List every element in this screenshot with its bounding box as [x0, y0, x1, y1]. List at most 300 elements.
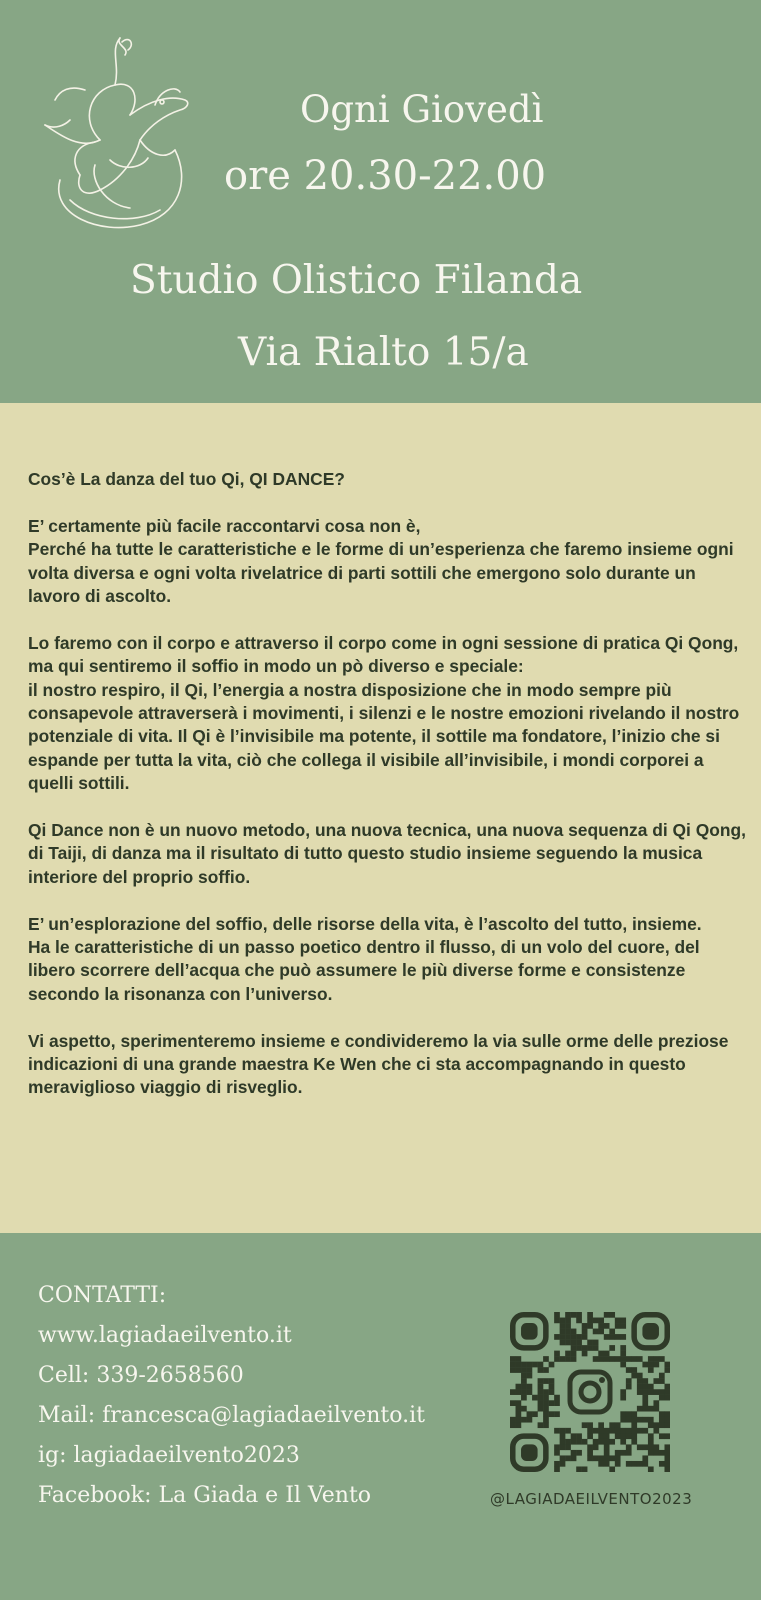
qr-module: [565, 1439, 571, 1445]
qr-module: [653, 1378, 659, 1384]
qr-module: [549, 1384, 555, 1390]
instagram-account[interactable]: ig: lagiadaeilvento2023: [38, 1443, 300, 1468]
qr-module: [664, 1461, 670, 1467]
qr-module: [582, 1329, 588, 1335]
qr-module: [565, 1428, 571, 1434]
qr-module: [576, 1433, 582, 1439]
description-paragraph: Vi aspetto, sperimenteremo insieme e condivideremo la via sulle orme delle preziose indicazioni di una grande maestra Ke Wen che ci sta accompagnando in questo meraviglioso viaggio di risveglio.: [28, 1030, 729, 1098]
qr-module: [510, 1400, 516, 1406]
qr-module: [620, 1439, 626, 1445]
qr-module: [571, 1455, 577, 1461]
qr-module: [587, 1422, 593, 1428]
qr-module: [571, 1450, 577, 1456]
qr-module: [576, 1340, 582, 1346]
qr-module: [626, 1461, 632, 1467]
qr-module: [642, 1417, 648, 1423]
qr-module: [527, 1362, 533, 1368]
qr-module: [538, 1422, 544, 1428]
qr-module: [554, 1351, 560, 1357]
qr-module: [598, 1318, 604, 1324]
qr-module: [659, 1461, 665, 1467]
qr-module: [560, 1323, 566, 1329]
qr-module: [516, 1362, 522, 1368]
qr-module: [554, 1411, 560, 1417]
qr-module: [587, 1433, 593, 1439]
qr-module: [615, 1461, 621, 1467]
qr-module: [565, 1334, 571, 1340]
qr-module: [598, 1323, 604, 1329]
qr-module: [571, 1356, 577, 1362]
qr-module: [664, 1389, 670, 1395]
qr-module: [626, 1450, 632, 1456]
qr-module: [521, 1395, 527, 1401]
qr-module: [516, 1406, 522, 1412]
qr-module: [554, 1318, 560, 1324]
qr-module: [604, 1455, 610, 1461]
qr-module: [516, 1422, 522, 1428]
qr-module: [560, 1340, 566, 1346]
qr-module: [637, 1406, 643, 1412]
qr-module: [554, 1444, 560, 1450]
qr-module: [510, 1422, 516, 1428]
qr-module: [516, 1367, 522, 1373]
qr-module: [604, 1439, 610, 1445]
qr-module: [648, 1384, 654, 1390]
qr-module: [527, 1373, 533, 1379]
qr-module: [560, 1318, 566, 1324]
qr-module: [604, 1428, 610, 1434]
qr-module: [582, 1345, 588, 1351]
qr-finder-pattern: [634, 1315, 667, 1348]
qr-module: [664, 1384, 670, 1390]
qr-module: [560, 1461, 566, 1467]
qr-module: [593, 1340, 599, 1346]
qr-module: [565, 1455, 571, 1461]
qr-module: [609, 1312, 615, 1318]
qr-module: [637, 1384, 643, 1390]
qr-module: [626, 1384, 632, 1390]
qr-module: [554, 1450, 560, 1456]
qr-module: [609, 1334, 615, 1340]
qr-module: [582, 1466, 588, 1472]
qr-module: [648, 1362, 654, 1368]
qr-module: [626, 1367, 632, 1373]
qr-module: [560, 1444, 566, 1450]
qr-module: [549, 1400, 555, 1406]
qr-module: [560, 1334, 566, 1340]
qr-module: [593, 1428, 599, 1434]
qr-module: [598, 1428, 604, 1434]
qr-module: [615, 1323, 621, 1329]
qr-module: [538, 1367, 544, 1373]
qr-module: [620, 1411, 626, 1417]
qr-module: [637, 1428, 643, 1434]
qr-module: [664, 1433, 670, 1439]
qr-module: [631, 1373, 637, 1379]
qr-module: [538, 1378, 544, 1384]
qr-module: [543, 1389, 549, 1395]
qr-module: [620, 1450, 626, 1456]
qr-module: [527, 1367, 533, 1373]
qr-module: [510, 1362, 516, 1368]
qr-module: [582, 1323, 588, 1329]
qr-module: [543, 1400, 549, 1406]
qr-module: [521, 1362, 527, 1368]
qr-module: [560, 1455, 566, 1461]
qr-module: [576, 1439, 582, 1445]
qr-module: [659, 1417, 665, 1423]
qr-module: [648, 1439, 654, 1445]
qr-module: [620, 1395, 626, 1401]
qr-module: [626, 1444, 632, 1450]
qr-module: [609, 1422, 615, 1428]
qr-module: [637, 1356, 643, 1362]
qr-module: [604, 1351, 610, 1357]
qr-module: [664, 1444, 670, 1450]
qr-module: [609, 1356, 615, 1362]
qr-module: [576, 1466, 582, 1472]
qr-module: [604, 1450, 610, 1456]
description-paragraph: E’ un’esplorazione del soffio, delle risorse della vita, è l’ascolto del tutto, insieme. Ha le caratteristiche di un passo poetico dentro il flusso, di un volo del cuore, del libero scorrere dell’acqua che può assumere le più diverse forme e consistenze secondo la risonanza con l’universo.: [28, 913, 702, 1004]
qr-module: [631, 1433, 637, 1439]
qr-module: [664, 1417, 670, 1423]
qr-module: [604, 1334, 610, 1340]
qr-module: [653, 1356, 659, 1362]
qr-module: [626, 1356, 632, 1362]
qr-module: [598, 1433, 604, 1439]
qr-module: [642, 1428, 648, 1434]
qr-module: [554, 1356, 560, 1362]
qr-module: [587, 1318, 593, 1324]
schedule-time: ore 20.30-22.00: [224, 153, 547, 199]
qr-module: [626, 1417, 632, 1423]
qr-module: [516, 1400, 522, 1406]
qr-module: [543, 1356, 549, 1362]
qr-module: [659, 1389, 665, 1395]
qr-module: [642, 1444, 648, 1450]
qr-module: [516, 1356, 522, 1362]
qr-module: [642, 1384, 648, 1390]
qr-module: [527, 1411, 533, 1417]
qr-module: [620, 1345, 626, 1351]
qr-module: [571, 1329, 577, 1335]
instagram-handle: @LAGIADAEILVENTO2023: [490, 1490, 693, 1508]
qr-module: [664, 1367, 670, 1373]
qr-module: [543, 1422, 549, 1428]
venue-name: Studio Olistico Filanda: [130, 258, 583, 303]
qr-module: [626, 1378, 632, 1384]
qr-module: [637, 1373, 643, 1379]
qr-module: [615, 1318, 621, 1324]
qr-module: [549, 1362, 555, 1368]
qr-module: [659, 1433, 665, 1439]
qr-module: [571, 1351, 577, 1357]
qr-module: [527, 1417, 533, 1423]
instagram-icon: [570, 1372, 610, 1412]
qr-module: [615, 1428, 621, 1434]
qr-module: [637, 1378, 643, 1384]
qr-module: [615, 1356, 621, 1362]
qr-module: [532, 1411, 538, 1417]
qr-module: [549, 1411, 555, 1417]
qr-module: [554, 1334, 560, 1340]
qr-module: [664, 1466, 670, 1472]
qr-module: [631, 1461, 637, 1467]
qr-module: [620, 1362, 626, 1368]
qr-module: [593, 1356, 599, 1362]
qr-module: [587, 1323, 593, 1329]
qr-module: [543, 1395, 549, 1401]
qr-module: [538, 1406, 544, 1412]
qr-module: [626, 1411, 632, 1417]
qr-module: [653, 1444, 659, 1450]
qr-module: [598, 1422, 604, 1428]
qr-module: [659, 1356, 665, 1362]
qr-module: [620, 1318, 626, 1324]
qr-module: [582, 1439, 588, 1445]
qr-module: [620, 1334, 626, 1340]
qr-module: [538, 1395, 544, 1401]
qr-module: [554, 1466, 560, 1472]
qr-module: [598, 1455, 604, 1461]
qr-module: [648, 1367, 654, 1373]
description-question: Cos’è La danza del tuo Qi, QI DANCE?: [28, 469, 345, 489]
qr-module: [560, 1439, 566, 1445]
qr-module: [604, 1323, 610, 1329]
qr-module: [571, 1334, 577, 1340]
qr-module: [598, 1439, 604, 1445]
qr-module: [549, 1389, 555, 1395]
qr-module: [571, 1433, 577, 1439]
qr-module: [659, 1422, 665, 1428]
qr-module: [648, 1433, 654, 1439]
qr-module: [604, 1312, 610, 1318]
qr-module: [543, 1417, 549, 1423]
qr-module: [598, 1461, 604, 1467]
qr-module: [653, 1450, 659, 1456]
qr-module: [565, 1444, 571, 1450]
qr-module: [626, 1428, 632, 1434]
qr-module: [593, 1439, 599, 1445]
qr-module: [609, 1439, 615, 1445]
qr-module: [615, 1422, 621, 1428]
qr-module: [554, 1461, 560, 1467]
qr-module: [538, 1362, 544, 1368]
qr-module: [642, 1378, 648, 1384]
qr-module: [609, 1466, 615, 1472]
qr-module: [521, 1378, 527, 1384]
qr-module: [620, 1356, 626, 1362]
qr-finder-pattern: [513, 1436, 546, 1469]
qr-module: [549, 1378, 555, 1384]
qr-module: [587, 1455, 593, 1461]
qr-module: [659, 1373, 665, 1379]
qr-module: [543, 1378, 549, 1384]
qr-module: [653, 1400, 659, 1406]
qr-module: [521, 1389, 527, 1395]
qr-module: [510, 1356, 516, 1362]
qr-module: [571, 1345, 577, 1351]
qr-module: [653, 1422, 659, 1428]
qr-module: [653, 1406, 659, 1412]
qr-module: [565, 1356, 571, 1362]
qr-module: [604, 1444, 610, 1450]
qr-module: [620, 1417, 626, 1423]
qr-module: [587, 1312, 593, 1318]
description-paragraph: E’ certamente più facile raccontarvi cosa non è, Perché ha tutte le caratteristiche e le forme di un’esperienza che faremo insieme ogni volta diversa e ogni volta rivelatrice di parti sottili che emergono solo durante un lavoro di ascolto.: [28, 515, 734, 607]
qr-module: [593, 1455, 599, 1461]
qr-module: [516, 1411, 522, 1417]
qr-module: [659, 1450, 665, 1456]
description-text: [28, 468, 748, 1123]
qr-module: [642, 1400, 648, 1406]
qr-module: [642, 1389, 648, 1395]
qr-module: [620, 1323, 626, 1329]
qr-module: [576, 1334, 582, 1340]
qr-module: [642, 1455, 648, 1461]
header-section: [0, 0, 761, 403]
qr-module: [604, 1356, 610, 1362]
qr-module: [664, 1450, 670, 1456]
qr-module: [626, 1433, 632, 1439]
qr-module: [576, 1345, 582, 1351]
qr-module: [642, 1461, 648, 1467]
qr-module: [576, 1450, 582, 1456]
qr-module: [637, 1444, 643, 1450]
qr-module: [521, 1367, 527, 1373]
qr-module: [631, 1367, 637, 1373]
qr-module: [516, 1417, 522, 1423]
schedule-day: Ogni Giovedì: [300, 88, 544, 131]
qr-module: [593, 1318, 599, 1324]
qr-module: [631, 1422, 637, 1428]
qr-module: [648, 1466, 654, 1472]
qr-module: [538, 1400, 544, 1406]
qr-module: [521, 1417, 527, 1423]
qr-module: [510, 1389, 516, 1395]
qr-module: [648, 1422, 654, 1428]
qr-module: [576, 1312, 582, 1318]
qr-module: [560, 1356, 566, 1362]
website-link[interactable]: www.lagiadaeilvento.it: [38, 1323, 292, 1348]
qr-module: [648, 1450, 654, 1456]
qr-module: [554, 1395, 560, 1401]
qr-module: [631, 1428, 637, 1434]
qr-module: [582, 1334, 588, 1340]
qr-module: [631, 1411, 637, 1417]
qr-module: [576, 1318, 582, 1324]
qr-module: [571, 1340, 577, 1346]
qr-module: [571, 1439, 577, 1445]
qr-module: [598, 1351, 604, 1357]
qr-module: [615, 1334, 621, 1340]
qr-module: [620, 1428, 626, 1434]
qr-module: [664, 1422, 670, 1428]
qr-module: [604, 1433, 610, 1439]
qr-module: [620, 1389, 626, 1395]
qr-finder-pattern: [513, 1315, 546, 1348]
qr-module: [642, 1395, 648, 1401]
qr-module: [648, 1444, 654, 1450]
qr-module: [587, 1428, 593, 1434]
qr-module: [648, 1417, 654, 1423]
description-paragraph: Lo faremo con il corpo e attraverso il corpo come in ogni sessione di pratica Qi Qong, ma qui sentiremo il soffio in modo un pò diverso e speciale: il nostro respiro, il Qi, l’energia a nostra disposizione che in modo sempre più consapevole attraverserà i movimenti, i silenzi e le nostre emozioni rivelando il nostro potenziale di vita. Il Qi è l’invisibile ma potente, il sottile ma fondatore, l’inizio che si espande per tutta la vita, ciò che collega il visibile all’invisibile, i mondi corporei a quelli sottili.: [28, 632, 740, 794]
qr-module: [615, 1433, 621, 1439]
qr-module: [543, 1411, 549, 1417]
qr-module: [664, 1362, 670, 1368]
qr-module: [664, 1411, 670, 1417]
qr-module: [637, 1417, 643, 1423]
qr-module: [587, 1345, 593, 1351]
qr-module: [565, 1351, 571, 1357]
qr-module: [593, 1345, 599, 1351]
qr-module: [653, 1428, 659, 1434]
dancing-figure-logo-icon: [40, 30, 200, 240]
qr-module: [648, 1389, 654, 1395]
facebook-page[interactable]: Facebook: La Giada e Il Vento: [38, 1483, 372, 1508]
qr-module: [560, 1433, 566, 1439]
qr-module: [631, 1439, 637, 1445]
qr-module: [521, 1373, 527, 1379]
qr-module: [516, 1389, 522, 1395]
email-link[interactable]: Mail: francesca@lagiadaeilvento.it: [38, 1403, 425, 1428]
qr-module: [609, 1428, 615, 1434]
qr-module: [587, 1340, 593, 1346]
qr-module: [516, 1384, 522, 1390]
qr-module: [648, 1406, 654, 1412]
qr-module: [659, 1395, 665, 1401]
qr-module: [521, 1384, 527, 1390]
qr-module: [609, 1455, 615, 1461]
qr-module: [532, 1362, 538, 1368]
qr-module: [510, 1367, 516, 1373]
qr-code[interactable]: [510, 1312, 670, 1472]
qr-module: [565, 1312, 571, 1318]
qr-module: [532, 1395, 538, 1401]
qr-module: [598, 1356, 604, 1362]
qr-module: [538, 1384, 544, 1390]
qr-module: [582, 1351, 588, 1357]
qr-module: [648, 1356, 654, 1362]
qr-module: [565, 1323, 571, 1329]
qr-module: [554, 1428, 560, 1434]
qr-module: [609, 1345, 615, 1351]
qr-module: [560, 1329, 566, 1335]
qr-module: [637, 1461, 643, 1467]
qr-module: [604, 1461, 610, 1467]
qr-module: [565, 1318, 571, 1324]
qr-module: [653, 1362, 659, 1368]
qr-module: [615, 1455, 621, 1461]
qr-module: [593, 1444, 599, 1450]
qr-module: [538, 1389, 544, 1395]
qr-module: [620, 1433, 626, 1439]
qr-module: [642, 1406, 648, 1412]
qr-module: [598, 1329, 604, 1335]
qr-module: [620, 1351, 626, 1357]
qr-module: [631, 1417, 637, 1423]
qr-module: [554, 1312, 560, 1318]
qr-module: [527, 1384, 533, 1390]
qr-module: [510, 1417, 516, 1423]
description-paragraph: Qi Dance non è un nuovo metodo, una nuova tecnica, una nuova sequenza di Qi Qong, di Taiji, di danza ma il risultato di tutto questo studio insieme seguendo la musica interiore del proprio soffio.: [28, 820, 746, 887]
qr-module: [664, 1395, 670, 1401]
qr-module: [587, 1450, 593, 1456]
qr-module: [582, 1422, 588, 1428]
qr-module: [664, 1455, 670, 1461]
qr-module: [609, 1329, 615, 1335]
phone-number[interactable]: Cell: 339-2658560: [38, 1363, 244, 1388]
